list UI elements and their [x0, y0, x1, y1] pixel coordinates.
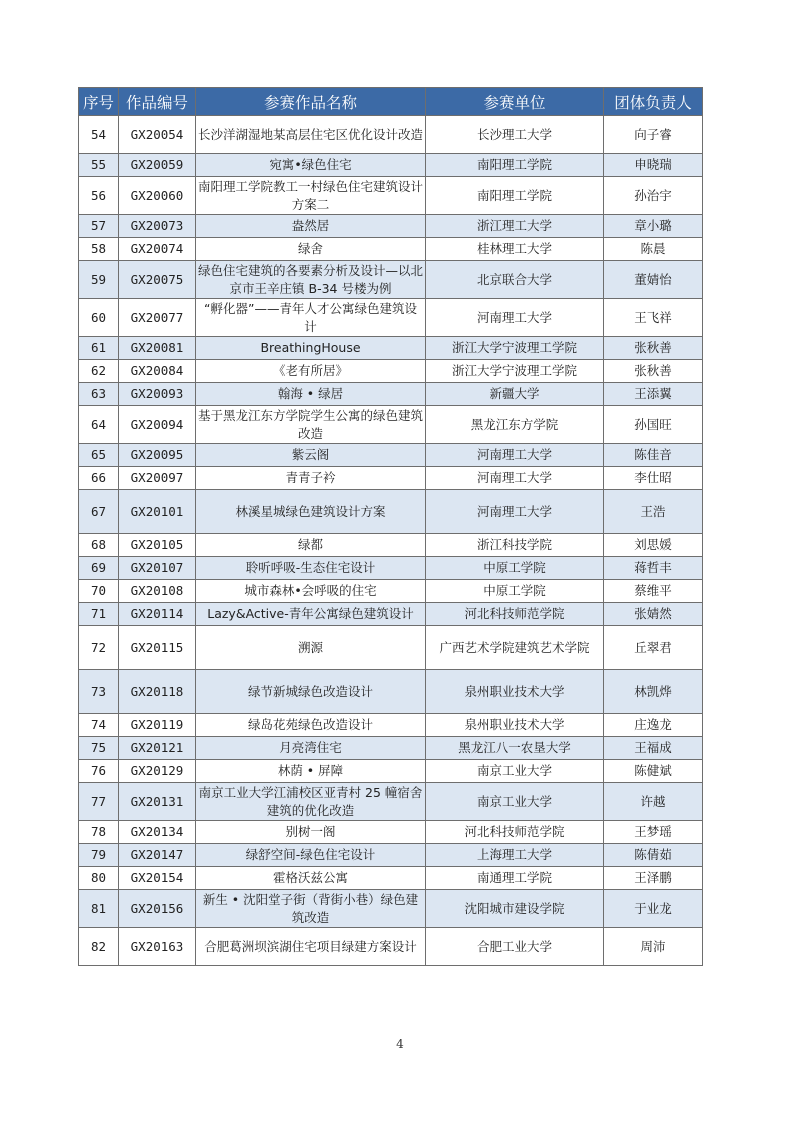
table-row — [79, 783, 703, 821]
cell-unit: 中原工学院 — [426, 557, 604, 580]
cell-serial: 77 — [79, 783, 119, 821]
cell-title: 盎然居 — [196, 215, 426, 238]
cell-code: GX20077 — [119, 299, 196, 337]
cell-title: 长沙洋湖湿地某高层住宅区优化设计改造 — [196, 116, 426, 154]
cell-title: 宛寓•绿色住宅 — [196, 154, 426, 177]
table-row — [79, 844, 703, 867]
cell-serial: 60 — [79, 299, 119, 337]
cell-title: 林溪星城绿色建筑设计方案 — [196, 490, 426, 534]
cell-unit: 河南理工大学 — [426, 299, 604, 337]
cell-leader: 向子睿 — [604, 116, 703, 154]
cell-code: GX20118 — [119, 670, 196, 714]
cell-unit: 黑龙江东方学院 — [426, 406, 604, 444]
cell-unit: 浙江科技学院 — [426, 534, 604, 557]
cell-leader: 陈晨 — [604, 238, 703, 261]
cell-title: 别树一阁 — [196, 821, 426, 844]
cell-code: GX20101 — [119, 490, 196, 534]
cell-code: GX20154 — [119, 867, 196, 890]
cell-title: 新生 • 沈阳堂子街（背街小巷）绿色建筑改造 — [196, 890, 426, 928]
cell-code: GX20105 — [119, 534, 196, 557]
cell-code: GX20114 — [119, 603, 196, 626]
cell-code: GX20094 — [119, 406, 196, 444]
table-row — [79, 821, 703, 844]
table-row — [79, 337, 703, 360]
cell-serial: 70 — [79, 580, 119, 603]
cell-serial: 62 — [79, 360, 119, 383]
cell-serial: 81 — [79, 890, 119, 928]
cell-unit: 上海理工大学 — [426, 844, 604, 867]
header-code: 作品编号 — [119, 88, 196, 116]
cell-leader: 许越 — [604, 783, 703, 821]
table-row — [79, 557, 703, 580]
header-leader: 团体负责人 — [604, 88, 703, 116]
cell-serial: 65 — [79, 444, 119, 467]
cell-title: 绿都 — [196, 534, 426, 557]
cell-title: 《老有所居》 — [196, 360, 426, 383]
cell-leader: 王浩 — [604, 490, 703, 534]
cell-unit: 浙江理工大学 — [426, 215, 604, 238]
table-row — [79, 603, 703, 626]
cell-title: 紫云阁 — [196, 444, 426, 467]
cell-unit: 南通理工学院 — [426, 867, 604, 890]
cell-unit: 河北科技师范学院 — [426, 821, 604, 844]
cell-leader: 董婧怡 — [604, 261, 703, 299]
cell-leader: 蔡维平 — [604, 580, 703, 603]
cell-unit: 南京工业大学 — [426, 760, 604, 783]
cell-leader: 张秋善 — [604, 337, 703, 360]
cell-unit: 河南理工大学 — [426, 490, 604, 534]
cell-unit: 河南理工大学 — [426, 467, 604, 490]
cell-unit: 中原工学院 — [426, 580, 604, 603]
table-row — [79, 299, 703, 337]
cell-title: “孵化器”——青年人才公寓绿色建筑设计 — [196, 299, 426, 337]
cell-unit: 浙江大学宁波理工学院 — [426, 337, 604, 360]
cell-code: GX20075 — [119, 261, 196, 299]
cell-leader: 张婧然 — [604, 603, 703, 626]
cell-leader: 陈佳音 — [604, 444, 703, 467]
cell-leader: 于业龙 — [604, 890, 703, 928]
table-row — [79, 626, 703, 670]
cell-title: 绿色住宅建筑的各要素分析及设计—以北京市王辛庄镇 B-34 号楼为例 — [196, 261, 426, 299]
cell-leader: 申晓瑞 — [604, 154, 703, 177]
table-row — [79, 467, 703, 490]
cell-serial: 59 — [79, 261, 119, 299]
cell-code: GX20156 — [119, 890, 196, 928]
cell-title: 南阳理工学院教工一村绿色住宅建筑设计方案二 — [196, 177, 426, 215]
cell-code: GX20095 — [119, 444, 196, 467]
cell-serial: 55 — [79, 154, 119, 177]
cell-code: GX20108 — [119, 580, 196, 603]
page-number: 4 — [396, 1037, 404, 1051]
cell-leader: 王添翼 — [604, 383, 703, 406]
cell-serial: 79 — [79, 844, 119, 867]
table-row — [79, 737, 703, 760]
cell-serial: 71 — [79, 603, 119, 626]
table-row — [79, 890, 703, 928]
cell-unit: 桂林理工大学 — [426, 238, 604, 261]
cell-unit: 沈阳城市建设学院 — [426, 890, 604, 928]
cell-unit: 新疆大学 — [426, 383, 604, 406]
cell-title: 绿舍 — [196, 238, 426, 261]
cell-leader: 陈倩茹 — [604, 844, 703, 867]
cell-serial: 72 — [79, 626, 119, 670]
cell-title: 月亮湾住宅 — [196, 737, 426, 760]
cell-code: GX20059 — [119, 154, 196, 177]
cell-code: GX20081 — [119, 337, 196, 360]
cell-serial: 66 — [79, 467, 119, 490]
cell-title: 合肥葛洲坝滨湖住宅项目绿建方案设计 — [196, 928, 426, 966]
cell-title: 南京工业大学江浦校区亚青村 25 幢宿舍建筑的优化改造 — [196, 783, 426, 821]
table-body — [79, 116, 703, 966]
cell-unit: 长沙理工大学 — [426, 116, 604, 154]
cell-unit: 黑龙江八一农垦大学 — [426, 737, 604, 760]
cell-leader: 蒋哲丰 — [604, 557, 703, 580]
cell-title: 聆听呼吸-生态住宅设计 — [196, 557, 426, 580]
cell-serial: 80 — [79, 867, 119, 890]
table-row — [79, 444, 703, 467]
cell-leader: 孙治宇 — [604, 177, 703, 215]
cell-serial: 74 — [79, 714, 119, 737]
table-row — [79, 154, 703, 177]
table-row — [79, 116, 703, 154]
cell-code: GX20107 — [119, 557, 196, 580]
cell-leader: 陈健斌 — [604, 760, 703, 783]
cell-unit: 广西艺术学院建筑艺术学院 — [426, 626, 604, 670]
cell-leader: 周沛 — [604, 928, 703, 966]
header-unit: 参赛单位 — [426, 88, 604, 116]
cell-title: 绿节新城绿色改造设计 — [196, 670, 426, 714]
cell-code: GX20147 — [119, 844, 196, 867]
cell-serial: 54 — [79, 116, 119, 154]
cell-code: GX20115 — [119, 626, 196, 670]
cell-serial: 64 — [79, 406, 119, 444]
table-row — [79, 490, 703, 534]
cell-leader: 林凯烨 — [604, 670, 703, 714]
table-row — [79, 534, 703, 557]
cell-serial: 78 — [79, 821, 119, 844]
table-row — [79, 760, 703, 783]
cell-serial: 56 — [79, 177, 119, 215]
cell-code: GX20054 — [119, 116, 196, 154]
cell-unit: 泉州职业技术大学 — [426, 670, 604, 714]
cell-unit: 南阳理工学院 — [426, 177, 604, 215]
cell-title: BreathingHouse — [196, 337, 426, 360]
table-row — [79, 360, 703, 383]
cell-serial: 73 — [79, 670, 119, 714]
table-row — [79, 238, 703, 261]
cell-leader: 章小璐 — [604, 215, 703, 238]
cell-unit: 泉州职业技术大学 — [426, 714, 604, 737]
cell-serial: 76 — [79, 760, 119, 783]
cell-unit: 合肥工业大学 — [426, 928, 604, 966]
cell-serial: 61 — [79, 337, 119, 360]
cell-leader: 庄逸龙 — [604, 714, 703, 737]
cell-code: GX20084 — [119, 360, 196, 383]
cell-serial: 57 — [79, 215, 119, 238]
table-row — [79, 580, 703, 603]
cell-leader: 孙国旺 — [604, 406, 703, 444]
cell-serial: 82 — [79, 928, 119, 966]
cell-code: GX20093 — [119, 383, 196, 406]
cell-code: GX20074 — [119, 238, 196, 261]
table-header — [79, 88, 703, 116]
cell-code: GX20129 — [119, 760, 196, 783]
cell-code: GX20121 — [119, 737, 196, 760]
cell-serial: 63 — [79, 383, 119, 406]
cell-unit: 南京工业大学 — [426, 783, 604, 821]
cell-serial: 75 — [79, 737, 119, 760]
table-row — [79, 177, 703, 215]
table-row — [79, 670, 703, 714]
header-serial: 序号 — [79, 88, 119, 116]
cell-serial: 67 — [79, 490, 119, 534]
cell-title: 基于黑龙江东方学院学生公寓的绿色建筑改造 — [196, 406, 426, 444]
cell-title: 城市森林•会呼吸的住宅 — [196, 580, 426, 603]
cell-leader: 王福成 — [604, 737, 703, 760]
cell-code: GX20119 — [119, 714, 196, 737]
cell-title: 绿舒空间-绿色住宅设计 — [196, 844, 426, 867]
table-row — [79, 928, 703, 966]
table-row — [79, 215, 703, 238]
cell-code: GX20131 — [119, 783, 196, 821]
header-row — [79, 88, 703, 116]
cell-leader: 张秋善 — [604, 360, 703, 383]
cell-title: 翰海 • 绿居 — [196, 383, 426, 406]
cell-serial: 68 — [79, 534, 119, 557]
cell-leader: 王泽鹏 — [604, 867, 703, 890]
cell-unit: 河南理工大学 — [426, 444, 604, 467]
cell-leader: 丘翠君 — [604, 626, 703, 670]
cell-title: 青青子衿 — [196, 467, 426, 490]
cell-leader: 刘思媛 — [604, 534, 703, 557]
cell-title: 林荫 • 屏障 — [196, 760, 426, 783]
cell-title: 溯源 — [196, 626, 426, 670]
cell-title: 绿岛花苑绿色改造设计 — [196, 714, 426, 737]
cell-code: GX20060 — [119, 177, 196, 215]
cell-code: GX20073 — [119, 215, 196, 238]
table-row — [79, 261, 703, 299]
table-row — [79, 714, 703, 737]
cell-code: GX20163 — [119, 928, 196, 966]
cell-unit: 南阳理工学院 — [426, 154, 604, 177]
cell-unit: 北京联合大学 — [426, 261, 604, 299]
cell-leader: 王飞祥 — [604, 299, 703, 337]
cell-serial: 58 — [79, 238, 119, 261]
cell-leader: 王梦瑶 — [604, 821, 703, 844]
cell-title: Lazy&Active-青年公寓绿色建筑设计 — [196, 603, 426, 626]
entries-table — [78, 87, 703, 966]
table-row — [79, 383, 703, 406]
cell-unit: 浙江大学宁波理工学院 — [426, 360, 604, 383]
cell-code: GX20097 — [119, 467, 196, 490]
cell-unit: 河北科技师范学院 — [426, 603, 604, 626]
header-title: 参赛作品名称 — [196, 88, 426, 116]
table-row — [79, 406, 703, 444]
cell-serial: 69 — [79, 557, 119, 580]
table-row — [79, 867, 703, 890]
cell-title: 霍格沃兹公寓 — [196, 867, 426, 890]
cell-code: GX20134 — [119, 821, 196, 844]
cell-leader: 李仕昭 — [604, 467, 703, 490]
